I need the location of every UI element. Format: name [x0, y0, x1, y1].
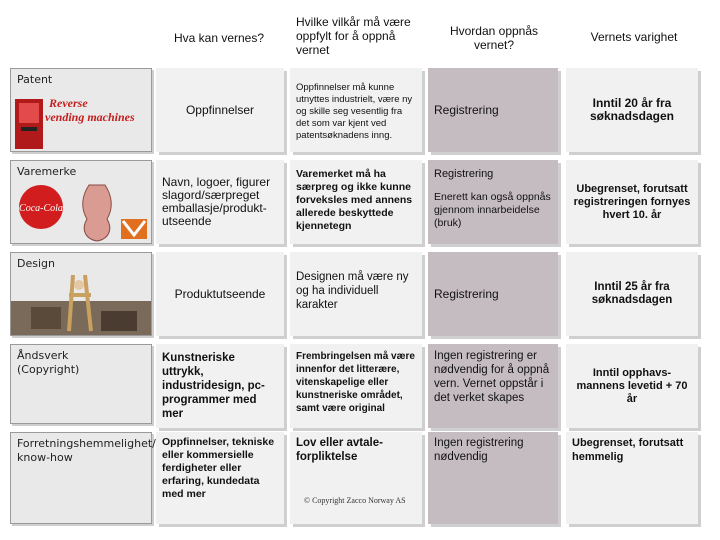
- category-label-line2: (Copyright): [17, 363, 80, 376]
- cell-copyright-what: Kunstneriske uttrykk, industridesign, pc-programmer med mer: [156, 344, 284, 428]
- cell-design-duration: Inntil 25 år fra søknadsdagen: [566, 252, 698, 336]
- header-duration: Vernets varighet: [590, 30, 678, 44]
- image-caption-2: vending machines: [45, 110, 135, 124]
- cell-trademark-what: Navn, logoer, figurer slagord/særpreget emballasje/produkt-utseende: [156, 160, 284, 244]
- copyright-notice: © Copyright Zacco Norway AS: [304, 496, 406, 505]
- row-card-design: [10, 252, 152, 336]
- cell-patent-conditions: Oppfinnelser må kunne utnyttes industrielt, være ny og skille seg vesentlig fra det som var kjent ved patentsøknadens inng.: [290, 68, 422, 152]
- header-what: Hva kan vernes?: [173, 31, 265, 45]
- cell-copyright-conditions: Frembringelsen må være innenfor det litterære, vitenskapelige eller kunstneriske området, samt være original: [290, 344, 422, 428]
- cell-trade-secret-what: Oppfinnelser, tekniske eller kommersielle ferdigheter eller erfaring, kundedata med mer: [156, 432, 284, 524]
- image-caption: Reverse: [49, 96, 88, 110]
- row-card-copyright: [10, 344, 152, 424]
- chair-illustration: [11, 271, 151, 335]
- cell-patent-duration: Inntil 20 år fra søknadsdagen: [566, 68, 698, 152]
- cell-design-conditions: Designen må være ny og ha individuell karakter: [290, 252, 422, 336]
- cell-trade-secret-conditions: [290, 432, 422, 524]
- header-how: Hvordan oppnås vernet?: [449, 24, 539, 52]
- cell-copyright-how: Ingen registrering er nødvendig for å oppnå vern. Vernet oppstår i det verket skapes: [428, 344, 558, 428]
- trade-secret-conditions-text: Lov eller avtale-forpliktelse: [296, 437, 383, 463]
- cell-trade-secret-duration: Ubegrenset, forutsatt hemmelig: [566, 432, 698, 524]
- cell-patent-what: Oppfinnelser: [156, 68, 284, 152]
- cell-patent-how: Registrering: [428, 68, 558, 152]
- vending-machine-illustration: [11, 89, 151, 151]
- cell-copyright-duration: Inntil opphavs-mannens levetid + 70 år: [566, 344, 698, 428]
- category-label: Varemerke: [17, 165, 77, 178]
- how-use: Enerett kan også oppnås gjennom innarbeidelse (bruk): [434, 191, 551, 229]
- category-label: Design: [17, 257, 55, 270]
- category-label: Patent: [17, 73, 53, 86]
- svg-text:Coca-Cola: Coca-Cola: [19, 203, 63, 214]
- row-card-trade-secret: [10, 432, 156, 524]
- row-card-trademark: [10, 160, 152, 244]
- cell-design-what: Produktutseende: [156, 252, 284, 336]
- category-label-line2: know-how: [17, 451, 73, 464]
- cell-design-how: Registrering: [428, 252, 558, 336]
- row-card-patent: [10, 68, 152, 152]
- cell-trademark-how: [428, 160, 558, 244]
- trademark-illustration: [11, 179, 151, 243]
- category-label-line1: Åndsverk: [17, 349, 69, 362]
- category-label-line1: Forretningshemmelighet/: [17, 437, 156, 450]
- cell-trademark-conditions: Varemerket må ha særpreg og ikke kunne forveksles med annens allerede beskyttede kjennetegn: [290, 160, 422, 244]
- how-registration: Registrering: [434, 168, 494, 180]
- cell-trademark-duration: Ubegrenset, forutsatt registreringen fornyes hvert 10. år: [566, 160, 698, 244]
- header-conditions: Hvilke vilkår må være oppfylt for å oppnå vernet: [296, 15, 411, 57]
- cell-trade-secret-how: Ingen registrering nødvendig: [428, 432, 558, 524]
